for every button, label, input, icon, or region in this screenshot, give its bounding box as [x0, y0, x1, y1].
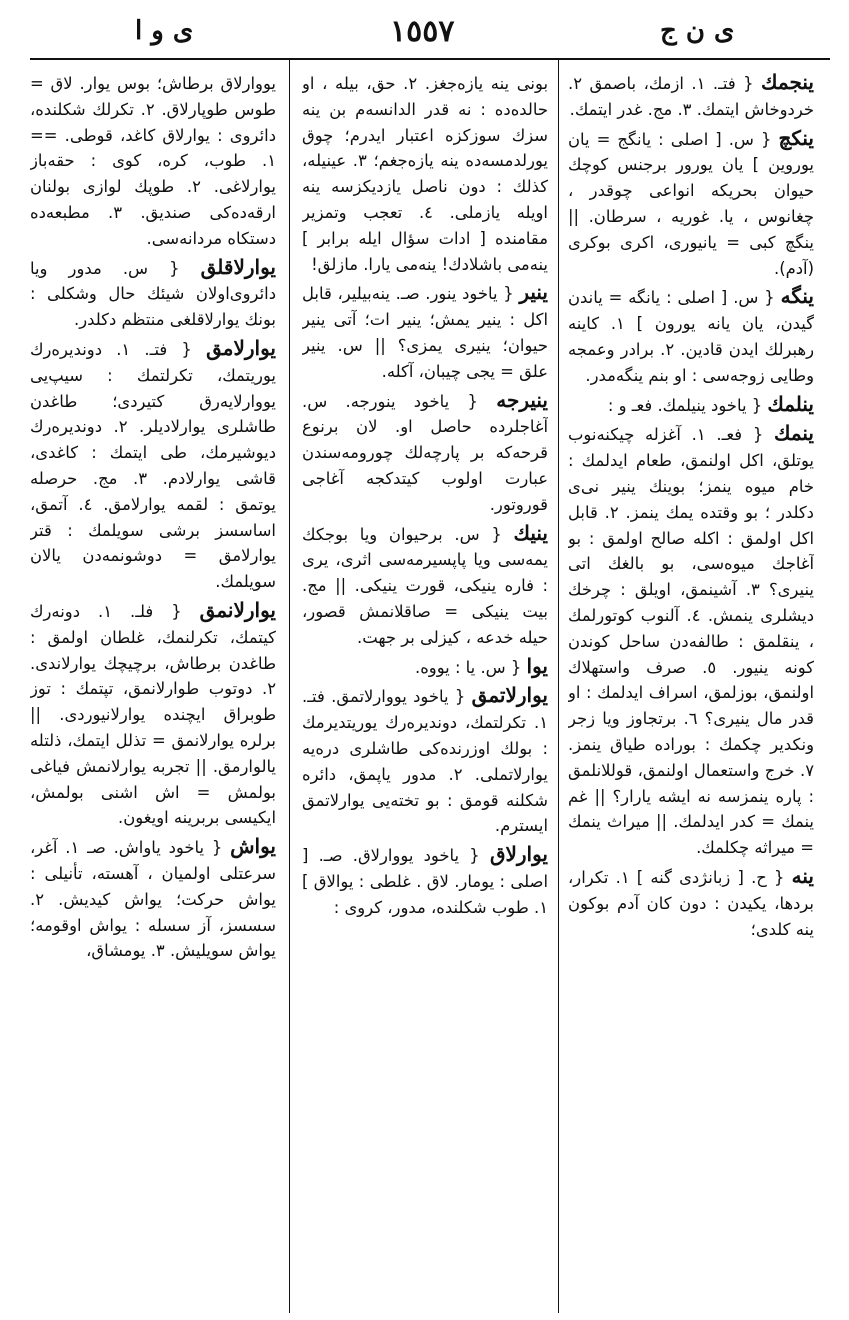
dictionary-entry	[568, 421, 814, 861]
dictionary-entry	[30, 255, 276, 333]
dictionary-entry	[302, 683, 548, 839]
header-rule	[30, 58, 830, 60]
column-divider-right	[558, 58, 559, 1313]
dictionary-entry	[568, 284, 814, 388]
definition: { س. مدور ویا دائروی‌اولان شیئك حال وشکلی : بونك یوارلاقلغی منتظم دکلدر.	[30, 258, 276, 330]
column-divider-left	[289, 58, 290, 1313]
dictionary-entry	[302, 842, 548, 920]
middle-column	[302, 70, 548, 1310]
page-number: ١٥٥٧	[390, 14, 455, 49]
dictionary-entry	[302, 70, 548, 277]
dictionary-entry	[30, 598, 276, 831]
definition: { س. [ اصلی : یانگج = یان یوروین ] یان یورور برجنس کوچك حیوان بحریکه انواعی چوقدر ، چغانوس ، یا. غوریه ، سرطان. || ینگچ کبی = یانیوری، اکری بوکری (آدم).	[568, 129, 814, 278]
dictionary-entry	[302, 654, 548, 681]
dictionary-entry	[568, 392, 814, 419]
dictionary-entry	[568, 864, 814, 942]
headword: يوارلاق	[489, 842, 548, 867]
dictionary-entry	[30, 70, 276, 252]
right-column	[568, 70, 814, 1310]
headword: ينجمك	[761, 70, 814, 94]
definition: { س. برحیوان ویا بوجکك یمه‌سی ویا پاپسیرمه‌سی اثری، یری : فاره ینیکی، قورت ینیکی. || مج. بیت ینیکی = صاقلانمش قصور، حیله خدعه ، کیزلی بر جهت.	[302, 524, 548, 647]
headword: ینگه	[780, 284, 814, 309]
definition: { یاخود یووارلاتمق. فتـ. ١. تکرلتمك، دوندیره‌رك یوریتدیرمك : بولك اوزرنده‌کی طاشلری دره‌یه یوارلاتملی. ٢. مدور یاپمق، دائره شکلنه قومق : بو تخته‌یی یوارلاتمق ایسترم.	[302, 687, 548, 836]
dictionary-entry	[30, 336, 276, 595]
definition: یووارلاق برطاش؛ بوس یوار. لاق = طوس طوپارلاق. ٢. تکرلك شکلنده، دائروی : یوارلاق کاغد، قوطی. == ١. طوب، کره، کوی : حقه‌باز یوارلاغی. ٢. طوپك لوازی بولنان ارقه‌ده‌کی صندیق. ٣. مطبعه‌ده دستکاه مردانه‌سی.	[30, 74, 276, 248]
headword: ينكچ	[778, 125, 814, 150]
headword: يوارلاقلق	[200, 254, 276, 279]
definition: { یاخود ینیلمك. فعـ و :	[607, 395, 763, 415]
headword: يوا	[526, 653, 548, 678]
definition: { فلـ. ١. دونه‌رك کیتمك، تکرلنمك، غلطان اولمق : طاغدن برطاش، برچیچك یوارلاندی. ٢. دوتوب طوارلانمق، تپتمك : توز طوبراق ایچنده یوارلانیوردی. || برلره یوارلانمق = تذلل ایتمك، ذلتله یالوارمق. || تجربه یوارلانمش فیاغی بولمش = اش اشنی بولمش، ایکیسی بربرینه اویغون.	[30, 601, 276, 828]
definition: { فتـ. ١. دوندیره‌رك یوریتمك، تکرلتمك : سیپ‌یی یووارلایه‌رق کتیردی؛ طاغدن طاشلری یوارلادیلر. ٢. دوندیره‌رك دیوشیرمك، طی ایتمك : کاغدی، قاشی یوارلادم. ٣. مج. حرصله یوتمق : لقمه یوارلامق. ٤. آتمق، اساسسز برشی سویلمك : قتر یوارلامق = دوشونمه‌دن یالان سویلمك.	[30, 339, 276, 592]
headword: ینه	[791, 863, 814, 888]
dictionary-entry	[302, 388, 548, 518]
definition: { فعـ. ١. آغزله چیکنه‌نوب یوتلق، اکل اولنمق، طعام ایدلمك : خام میوه ینمز؛ بوینك ینیر نی‌ی دکلدر ؛ بو وقتده یمك ینمز. ٢. قابل اکل اولمق : اکله صالح اولمق : بو آغاجك میوه‌سی، بو بالغك اتی ینیری؟ ٣. آشینمق، اویلق : چرخك دیشلری ینمش. ٤. آلنوب کوتورلمك ، ینقلمق : طالفه‌دن ساحل کوندن کونه ینیور. ٥. صرف واستهلاك اولنمق، بوزلمق، اسراف ایدلمك : او قدر مال ینیری؟ ٦. برتجاوز ویا زجر ونکدیر چکمك : بوراده طیاق ینمز. ٧. خرج واستعمال اولنمق، قوللانلمق : پاره ینمزسه نه ایشه یارار؟ || غم ینمك = کدر ایدلمك. || میراث ینمك = میراثه چکلمك.	[568, 425, 814, 858]
dictionary-entry	[30, 834, 276, 964]
definition: { س. [ اصلی : یانگه = یاندن گیدن، یان یانه یورون ] ١. کاینه رهبرلك ایدن قادین. ٢. برادر وعمجه وطایی زوجه‌سی : او بنم ینگه‌مدر.	[568, 288, 814, 385]
definition: { یاخود یاواش. صـ ١. آغر، سرعتلی اولمیان ، آهسته، تأنیلی : یواش حرکت؛ یواش کیدیش. ٢. سسسز، آز سسله : یواش اوقومه؛ یواش سویلیش. ٣. یومشاق،	[30, 838, 276, 961]
page-header	[30, 14, 830, 54]
header-left-letters: ی و ا	[135, 16, 194, 46]
left-column	[30, 70, 276, 1310]
headword: ينيك	[513, 520, 548, 545]
dictionary-entry	[568, 70, 814, 123]
dictionary-entry	[302, 280, 548, 384]
headword: يوارلاتمق	[471, 683, 548, 708]
definition: { یاخود یووارلاق. صـ. [ اصلی : یومار. لاق . غلطی : یوالاق ] ١. طوب شکلنده، مدور، کروی :	[302, 846, 548, 917]
definition: { یاخود ینور. صـ. ینه‌بیلیر، قابل اکل : ینیر یمش؛ ینیر ات؛ آتی ینیر حیوان؛ ینیری یمزی؟ || س. ینیر علق = یجی چیبان، آکله.	[302, 284, 548, 381]
headword: يوارلامق	[206, 335, 276, 360]
headword: ينمك	[773, 421, 814, 446]
definition: { س. یا : یووه.	[415, 657, 522, 677]
headword: ينير	[519, 280, 548, 305]
headword: ینلمك	[767, 391, 814, 416]
definition: { یاخود ینورجه. س. آغاجلرده حاصل او. لان برنوع قرحه‌که بر پارچه‌لك چورومه‌سندن عبارت اولوب کیتدکجه آغاجی قوروتور.	[302, 391, 548, 514]
definition: { ح. [ زبانژدی گنه ] ١. تکرار، بردها، یکیدن : دون کان آدم بوکون ینه کلدی؛	[568, 867, 814, 939]
definition: { فتـ. ١. ازمك، باصمق ٢. خردوخاش ایتمك. ٣. مج. غدر ایتمك.	[568, 74, 814, 119]
headword: ينيرجه	[496, 387, 548, 412]
headword: يواش	[230, 834, 276, 859]
header-right-letters: ی ن ج	[660, 16, 735, 46]
headword: يوارلانمق	[199, 597, 276, 622]
dictionary-entry	[302, 521, 548, 651]
dictionary-entry	[568, 126, 814, 282]
definition: بونی ینه یازه‌جغز. ٢. حق، بیله ، او حالده‌ده : نه قدر الدانسه‌م بن ینه سزك سوزکزه اعتبار ایدرم؛ چوق یورلدمسه‌ده ینه یازه‌جغم؛ ٣. عینیله، کذلك : دون ناصل یازدیکزسه ینه اویله یازملی. ٤. تعجب وتمزیر مقامنده [ ادات سؤال ایله برابر ] ینه‌می باشلادك! ینه‌می یارا. مازلق!	[302, 74, 548, 274]
